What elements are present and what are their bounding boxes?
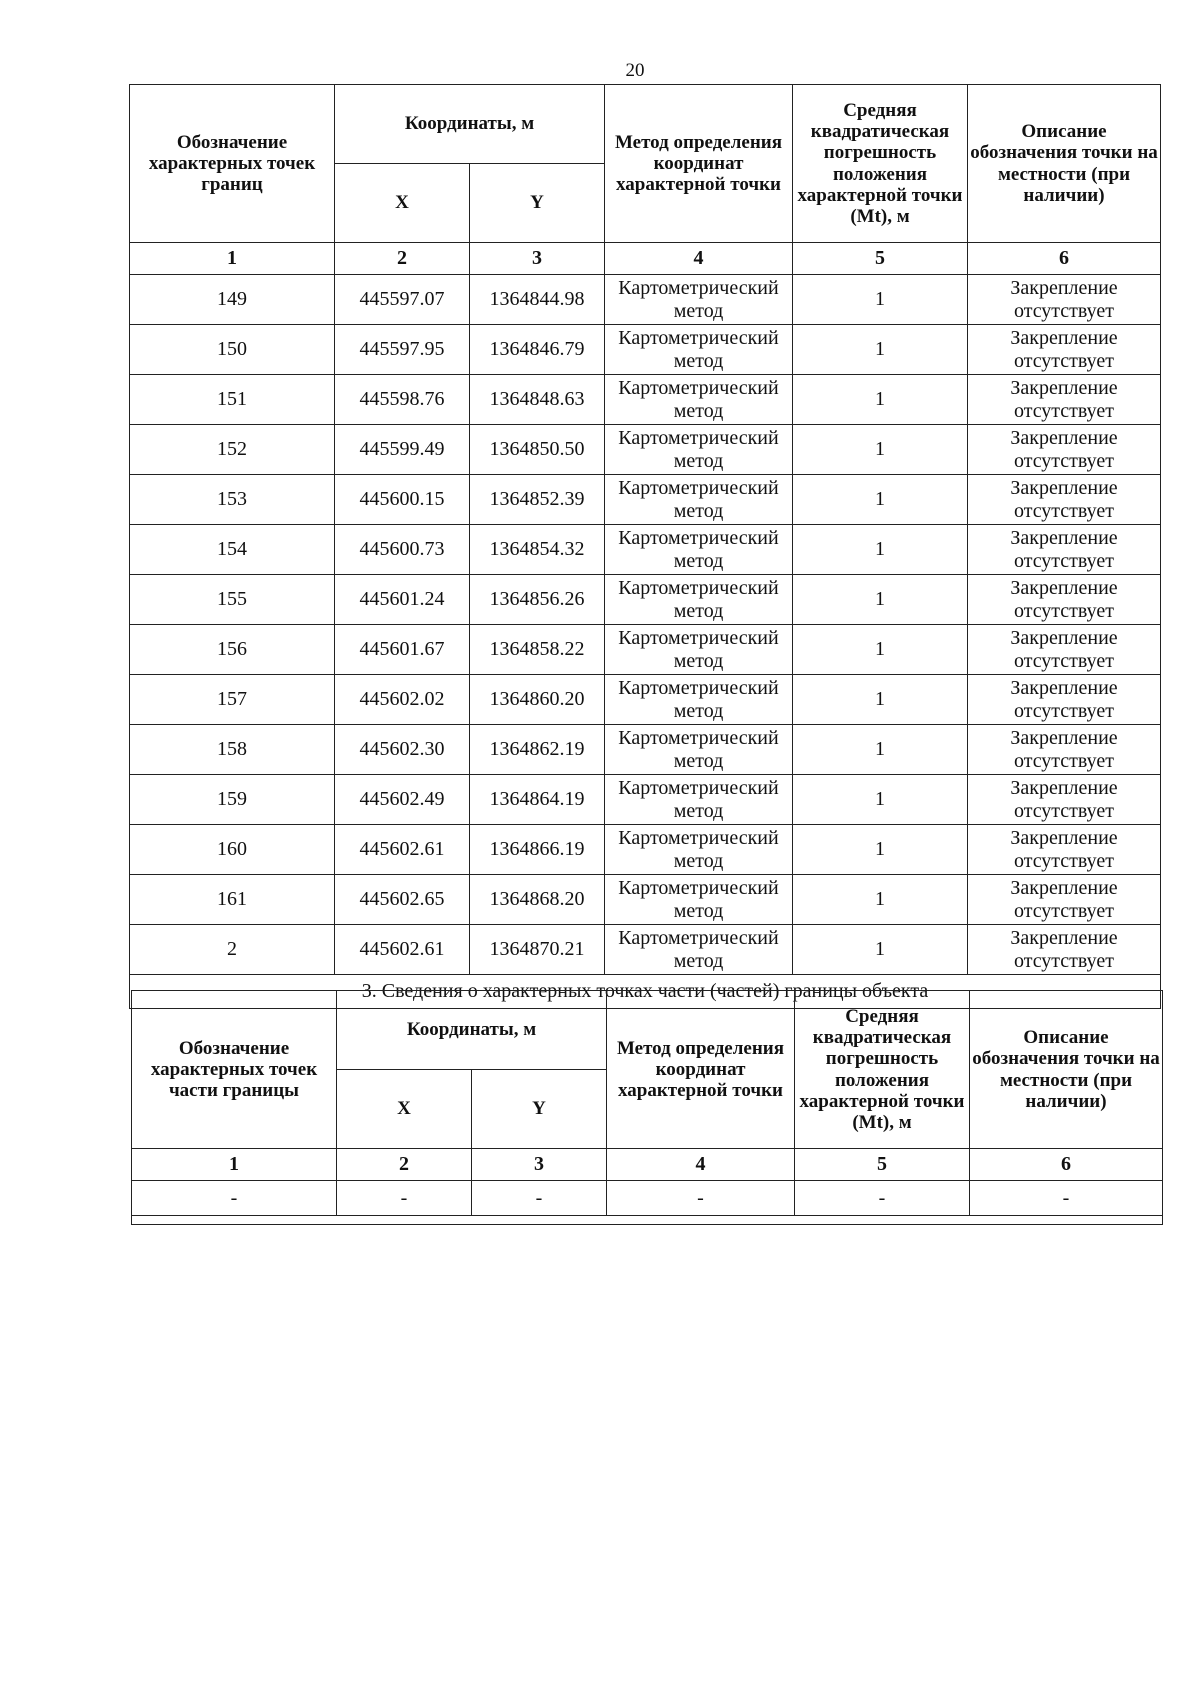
cell-x-text: 445602.61: [359, 938, 445, 961]
cell-description-text: отсутствует: [1013, 799, 1115, 822]
cell-y-text: 1364870.21: [489, 938, 585, 961]
cell-description-text: Закрепление: [1010, 777, 1118, 800]
cell-point-text: 157: [217, 688, 247, 711]
cell-description-text: отсутствует: [1013, 699, 1115, 722]
cell-method: [605, 325, 793, 375]
col-number: 5: [793, 243, 968, 275]
cell-description-text: Закрепление: [1010, 877, 1118, 900]
cell-description-text: отсутствует: [1013, 749, 1115, 772]
cell-error: [793, 525, 968, 575]
col-number: 4: [605, 243, 793, 275]
cell-point-text: 153: [217, 488, 247, 511]
cell-error: [793, 925, 968, 975]
table-row: [130, 675, 1161, 725]
cell-method: [605, 625, 793, 675]
header-x: X: [337, 1070, 472, 1149]
cell-description: [968, 475, 1161, 525]
col-number: 3: [470, 243, 605, 275]
cell-y-text: 1364852.39: [489, 488, 585, 511]
cell-error: [793, 725, 968, 775]
cell-point-text: 2: [227, 938, 237, 961]
cell-x-text: 445602.30: [359, 738, 445, 761]
header-designation: Обозначение характерных точек части границы: [132, 991, 337, 1149]
cell-x: [335, 675, 470, 725]
cell-description: [968, 825, 1161, 875]
cell-method-text: Картометрический: [618, 827, 779, 850]
cell-x: [335, 725, 470, 775]
cell-method-text: метод: [673, 699, 724, 722]
cell-error-text: 1: [875, 838, 885, 861]
cell-x: [335, 825, 470, 875]
cell-point: [130, 475, 335, 525]
col-number: 6: [970, 1149, 1163, 1181]
cell-method-text: метод: [673, 499, 724, 522]
cell-description-text: Закрепление: [1010, 327, 1118, 350]
cell-empty: -: [472, 1181, 607, 1216]
cell-description: [968, 525, 1161, 575]
cell-method: [605, 925, 793, 975]
cell-error-text: 1: [875, 338, 885, 361]
header-x: X: [335, 164, 470, 243]
cell-x-text: 445602.65: [359, 888, 445, 911]
section-3-caption: 3. Сведения о характерных точках части (частей) границы объекта: [130, 975, 1161, 1009]
cell-y: [470, 675, 605, 725]
table-row: [130, 375, 1161, 425]
cell-y: [470, 575, 605, 625]
cell-y: [470, 475, 605, 525]
cell-method: [605, 825, 793, 875]
cell-description: [968, 675, 1161, 725]
header-error: Средняя квадратическая погрешность положения характерной точки (Mt), м: [795, 991, 970, 1149]
cell-description-text: Закрепление: [1010, 277, 1118, 300]
cell-y: [470, 325, 605, 375]
cell-y: [470, 375, 605, 425]
cell-point-text: 151: [217, 388, 247, 411]
cell-description-text: отсутствует: [1013, 299, 1115, 322]
cell-x: [335, 575, 470, 625]
cell-x: [335, 525, 470, 575]
cell-x-text: 445601.67: [359, 638, 445, 661]
cell-error: [793, 375, 968, 425]
cell-empty: -: [607, 1181, 795, 1216]
cell-y: [470, 425, 605, 475]
cell-method: [605, 675, 793, 725]
cell-x: [335, 875, 470, 925]
cell-description: [968, 275, 1161, 325]
cell-method: [605, 275, 793, 325]
cell-x: [335, 425, 470, 475]
cell-description-text: Закрепление: [1010, 727, 1118, 750]
cell-description-text: Закрепление: [1010, 577, 1118, 600]
table-row: [130, 625, 1161, 675]
cell-y-text: 1364864.19: [489, 788, 585, 811]
cell-method-text: Картометрический: [618, 877, 779, 900]
cell-empty: -: [132, 1181, 337, 1216]
cell-method-text: Картометрический: [618, 677, 779, 700]
cell-point: [130, 425, 335, 475]
cell-description-text: отсутствует: [1013, 449, 1115, 472]
cell-method-text: Картометрический: [618, 277, 779, 300]
cell-y: [470, 825, 605, 875]
cell-method-text: Картометрический: [618, 727, 779, 750]
cell-method: [605, 875, 793, 925]
column-number-row: [132, 1149, 1163, 1181]
cell-description-text: отсутствует: [1013, 649, 1115, 672]
cell-error: [793, 675, 968, 725]
cell-point: [130, 525, 335, 575]
cell-error-text: 1: [875, 438, 885, 461]
table-body: [130, 275, 1161, 975]
cell-x: [335, 775, 470, 825]
cell-method-text: метод: [673, 299, 724, 322]
cell-method: [605, 475, 793, 525]
cell-x-text: 445602.02: [359, 688, 445, 711]
cell-point-text: 156: [217, 638, 247, 661]
cell-error-text: 1: [875, 288, 885, 311]
cell-error: [793, 625, 968, 675]
cell-description: [968, 375, 1161, 425]
cell-description-text: Закрепление: [1010, 477, 1118, 500]
boundary-points-table: [129, 84, 1161, 1009]
cell-point-text: 154: [217, 538, 247, 561]
cell-point-text: 161: [217, 888, 247, 911]
cell-description: [968, 425, 1161, 475]
cell-error-text: 1: [875, 388, 885, 411]
header-coordinates: Координаты, м: [335, 85, 605, 164]
cell-y: [470, 775, 605, 825]
table-row: [130, 875, 1161, 925]
table-row: [130, 725, 1161, 775]
header-method: Метод определения координат характерной точки: [605, 85, 793, 243]
cell-method-text: Картометрический: [618, 327, 779, 350]
cell-x-text: 445602.49: [359, 788, 445, 811]
cell-method-text: метод: [673, 749, 724, 772]
cell-point-text: 155: [217, 588, 247, 611]
cell-method-text: Картометрический: [618, 427, 779, 450]
cell-empty: -: [970, 1181, 1163, 1216]
cell-y: [470, 525, 605, 575]
cell-y: [470, 925, 605, 975]
cell-x-text: 445601.24: [359, 588, 445, 611]
cell-point: [130, 325, 335, 375]
cell-description-text: Закрепление: [1010, 627, 1118, 650]
cell-error-text: 1: [875, 938, 885, 961]
cell-error: [793, 575, 968, 625]
cell-error-text: 1: [875, 738, 885, 761]
cell-description-text: отсутствует: [1013, 849, 1115, 872]
cell-y-text: 1364846.79: [489, 338, 585, 361]
col-number: 2: [337, 1149, 472, 1181]
cell-point-text: 158: [217, 738, 247, 761]
cell-method: [605, 375, 793, 425]
cell-y-text: 1364854.32: [489, 538, 585, 561]
cell-y-text: 1364858.22: [489, 638, 585, 661]
cell-method-text: метод: [673, 349, 724, 372]
cell-method-text: метод: [673, 949, 724, 972]
cell-description: [968, 925, 1161, 975]
cell-error-text: 1: [875, 588, 885, 611]
cell-description-text: Закрепление: [1010, 527, 1118, 550]
cell-description-text: отсутствует: [1013, 949, 1115, 972]
cell-x: [335, 375, 470, 425]
header-coordinates: Координаты, м: [337, 991, 607, 1070]
cell-point: [130, 725, 335, 775]
cell-method-text: метод: [673, 849, 724, 872]
cell-y: [470, 725, 605, 775]
cell-description-text: отсутствует: [1013, 399, 1115, 422]
cell-x: [335, 275, 470, 325]
cell-error: [793, 325, 968, 375]
table-row: [130, 825, 1161, 875]
cell-method-text: Картометрический: [618, 627, 779, 650]
cell-error: [793, 775, 968, 825]
cell-description-text: Закрепление: [1010, 677, 1118, 700]
table-row: [130, 775, 1161, 825]
table-row: [132, 1181, 1163, 1216]
cell-x-text: 445598.76: [359, 388, 445, 411]
cell-x: [335, 625, 470, 675]
cell-x-text: 445597.95: [359, 338, 445, 361]
cell-description-text: отсутствует: [1013, 549, 1115, 572]
cell-x-text: 445602.61: [359, 838, 445, 861]
cell-error: [793, 475, 968, 525]
cell-method-text: Картометрический: [618, 577, 779, 600]
cell-method-text: метод: [673, 899, 724, 922]
table-row: [130, 275, 1161, 325]
header-y: Y: [472, 1070, 607, 1149]
page-number: 20: [625, 60, 645, 81]
header-y: Y: [470, 164, 605, 243]
cell-y: [470, 875, 605, 925]
cell-description: [968, 725, 1161, 775]
cell-error-text: 1: [875, 688, 885, 711]
cell-method: [605, 725, 793, 775]
header-method: Метод определения координат характерной точки: [607, 991, 795, 1149]
cell-point: [130, 675, 335, 725]
cell-method-text: Картометрический: [618, 477, 779, 500]
header-description: Описание обозначения точки на местности (при наличии): [970, 991, 1163, 1149]
header-designation: Обозначение характерных точек границ: [130, 85, 335, 243]
col-number: 6: [968, 243, 1161, 275]
cell-point-text: 149: [217, 288, 247, 311]
cell-y-text: 1364860.20: [489, 688, 585, 711]
col-number: 4: [607, 1149, 795, 1181]
cell-error-text: 1: [875, 888, 885, 911]
cell-y-text: 1364850.50: [489, 438, 585, 461]
cell-x: [335, 475, 470, 525]
cell-y-text: 1364866.19: [489, 838, 585, 861]
cell-method-text: Картометрический: [618, 377, 779, 400]
cell-error-text: 1: [875, 538, 885, 561]
header-error: Средняя квадратическая погрешность положения характерной точки (Mt), м: [793, 85, 968, 243]
column-number-row: [130, 243, 1161, 275]
col-number: 2: [335, 243, 470, 275]
table-row: [130, 525, 1161, 575]
cell-method-text: Картометрический: [618, 527, 779, 550]
cell-point: [130, 625, 335, 675]
cell-description-text: Закрепление: [1010, 427, 1118, 450]
cell-y-text: 1364862.19: [489, 738, 585, 761]
table-row: [130, 475, 1161, 525]
col-number: 1: [130, 243, 335, 275]
cell-error: [793, 425, 968, 475]
cell-method-text: метод: [673, 549, 724, 572]
cell-point-text: 150: [217, 338, 247, 361]
cell-x-text: 445600.15: [359, 488, 445, 511]
cell-x: [335, 325, 470, 375]
table-row: [130, 325, 1161, 375]
cell-point: [130, 775, 335, 825]
cell-method: [605, 575, 793, 625]
cell-description-text: Закрепление: [1010, 827, 1118, 850]
cell-description: [968, 575, 1161, 625]
cell-method: [605, 525, 793, 575]
cell-point: [130, 925, 335, 975]
cell-point-text: 152: [217, 438, 247, 461]
cell-point: [130, 825, 335, 875]
cell-description: [968, 775, 1161, 825]
cell-empty: -: [337, 1181, 472, 1216]
cell-error-text: 1: [875, 488, 885, 511]
cell-y: [470, 625, 605, 675]
cell-method-text: Картометрический: [618, 927, 779, 950]
table-footer-strip: [132, 1216, 1163, 1225]
cell-method-text: метод: [673, 449, 724, 472]
cell-error-text: 1: [875, 638, 885, 661]
footer-strip-cell: [132, 1216, 1163, 1225]
table-row: [130, 925, 1161, 975]
cell-method-text: метод: [673, 649, 724, 672]
cell-method-text: Картометрический: [618, 777, 779, 800]
cell-error-text: 1: [875, 788, 885, 811]
cell-method-text: метод: [673, 399, 724, 422]
cell-empty: -: [795, 1181, 970, 1216]
cell-method-text: метод: [673, 799, 724, 822]
cell-method-text: метод: [673, 599, 724, 622]
part-boundary-points-table: [131, 990, 1163, 1225]
col-number: 3: [472, 1149, 607, 1181]
cell-point: [130, 875, 335, 925]
cell-description-text: отсутствует: [1013, 899, 1115, 922]
cell-description-text: отсутствует: [1013, 599, 1115, 622]
header-description: Описание обозначения точки на местности (при наличии): [968, 85, 1161, 243]
col-number: 1: [132, 1149, 337, 1181]
cell-point: [130, 375, 335, 425]
cell-x: [335, 925, 470, 975]
table-row: [130, 575, 1161, 625]
cell-description-text: отсутствует: [1013, 499, 1115, 522]
cell-description: [968, 875, 1161, 925]
cell-description: [968, 325, 1161, 375]
cell-description-text: Закрепление: [1010, 377, 1118, 400]
cell-description-text: отсутствует: [1013, 349, 1115, 372]
cell-description: [968, 625, 1161, 675]
table-row: [130, 425, 1161, 475]
cell-error: [793, 875, 968, 925]
cell-y-text: 1364844.98: [489, 288, 585, 311]
cell-y-text: 1364848.63: [489, 388, 585, 411]
cell-x-text: 445597.07: [359, 288, 445, 311]
cell-method: [605, 775, 793, 825]
cell-point-text: 160: [217, 838, 247, 861]
cell-description-text: Закрепление: [1010, 927, 1118, 950]
cell-x-text: 445599.49: [359, 438, 445, 461]
cell-point-text: 159: [217, 788, 247, 811]
cell-method: [605, 425, 793, 475]
col-number: 5: [795, 1149, 970, 1181]
cell-point: [130, 575, 335, 625]
cell-y-text: 1364856.26: [489, 588, 585, 611]
cell-y: [470, 275, 605, 325]
cell-error: [793, 275, 968, 325]
cell-y-text: 1364868.20: [489, 888, 585, 911]
cell-error: [793, 825, 968, 875]
cell-x-text: 445600.73: [359, 538, 445, 561]
cell-point: [130, 275, 335, 325]
